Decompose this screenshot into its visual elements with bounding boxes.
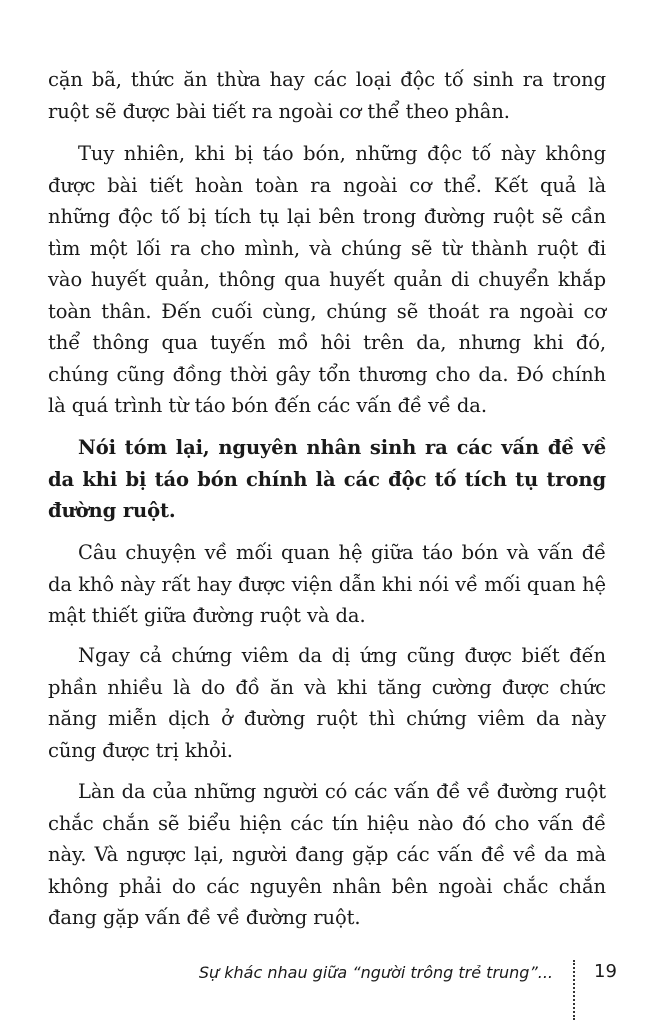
paragraph-gut-skin-relation: Câu chuyện về mối quan hệ giữa táo bón và vấn đề da khô này rất hay được viện dẫn khi nói về mối quan hệ mật thiết giữa đường ruột và da. bbox=[48, 541, 606, 627]
paragraph-continuation: cặn bã, thức ăn thừa hay các loại độc tố sinh ra trong ruột sẽ được bài tiết ra ngoài cơ thể theo phân. bbox=[48, 68, 606, 123]
paragraph-signals: Làn da của những người có các vấn đề về đường ruột chắc chắn sẽ biểu hiện các tín hiệu nào đó cho vấn đề này. Và ngược lại, người đang gặp các vấn đề về da mà không phải do các nguyên nhân bên ngoài chắc chắn đang gặp vấn đề về đường ruột. bbox=[48, 780, 606, 929]
paragraph-summary-bold: Nói tóm lại, nguyên nhân sinh ra các vấn đề về da khi bị táo bón chính là các độc tố tích tụ trong đường ruột. bbox=[48, 436, 606, 522]
paragraph-constipation-toxins: Tuy nhiên, khi bị táo bón, những độc tố này không được bài tiết hoàn toàn ra ngoài cơ thể. Kết quả là những độc tố bị tích tụ lại bên trong đường ruột sẽ cần tìm một lối ra cho mình, và chúng sẽ từ thành ruột đi vào huyết quản, thông qua huyết quản di chuyển khắp toàn thân. Đến cuối cùng, chúng sẽ thoát ra ngoài cơ thể thông qua tuyến mồ hôi trên da, nhưng khi đó, chúng cũng đồng thời gây tổn thương cho da. Đó chính là quá trình từ táo bón đến các vấn đề về da. bbox=[48, 142, 606, 417]
running-title: Sự khác nhau giữa “người trông trẻ trung”... bbox=[198, 963, 553, 982]
paragraph-dermatitis: Ngay cả chứng viêm da dị ứng cũng được biết đến phần nhiều là do đồ ăn và khi tăng cường được chức năng miễn dịch ở đường ruột thì chứng viêm da này cũng được trị khỏi. bbox=[48, 644, 606, 762]
footer-divider bbox=[573, 960, 575, 1020]
page-number: 19 bbox=[594, 961, 617, 982]
